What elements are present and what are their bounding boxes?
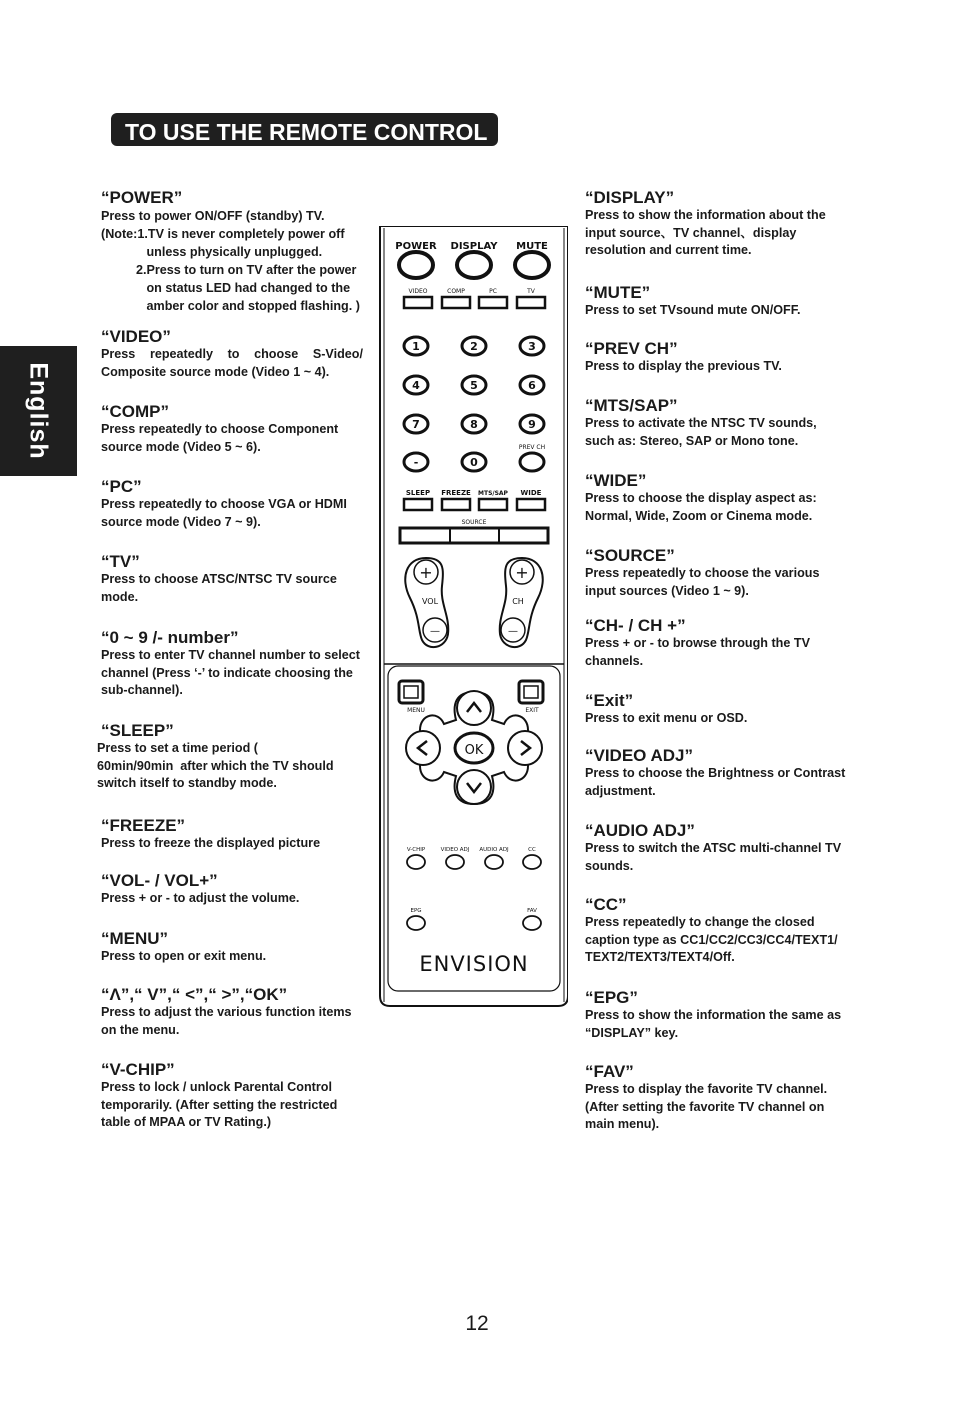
audio-adj-button[interactable] <box>485 855 503 869</box>
section-heading: “AUDIO ADJ” <box>585 821 695 840</box>
digit-0-label: 0 <box>470 456 478 469</box>
section-text: Press to freeze the displayed picture <box>101 836 321 850</box>
dash-label: - <box>413 456 419 469</box>
section-heading: “VIDEO ADJ” <box>585 746 694 765</box>
power-label: POWER <box>395 241 437 252</box>
section-heading: “WIDE” <box>585 471 647 490</box>
section-video-adj <box>585 746 847 800</box>
section-heading: “COMP” <box>101 402 169 421</box>
language-tab-label: English <box>24 362 53 460</box>
channel-plus[interactable]: + <box>515 563 529 582</box>
display-button[interactable] <box>457 252 491 278</box>
section-heading: “SLEEP” <box>101 721 174 740</box>
video-adj-label: VIDEO ADJ <box>440 847 470 853</box>
section-prev-ch <box>585 339 847 376</box>
wide-label: WIDE <box>520 489 542 497</box>
digit-2-label: 2 <box>470 340 478 353</box>
section-text: Press to adjust the various function items on the menu. <box>101 1005 352 1037</box>
mts-sap-label: MTS/SAP <box>478 490 508 497</box>
mts-sap-button[interactable] <box>479 499 507 510</box>
digit-6-label: 6 <box>528 379 536 392</box>
comp-button[interactable] <box>442 297 470 308</box>
section-number <box>101 628 363 700</box>
source-label: SOURCE <box>461 519 487 526</box>
section-volume <box>101 871 363 908</box>
section-epg <box>585 988 847 1042</box>
left-button[interactable] <box>406 731 440 765</box>
section-pc <box>101 477 363 531</box>
prev-ch-label: PREV CH <box>518 444 546 451</box>
down-button[interactable] <box>457 770 491 804</box>
section-heading: “Exit” <box>585 691 634 710</box>
section-heading: “MUTE” <box>585 283 651 302</box>
page-number: 12 <box>465 1312 489 1335</box>
menu-label: MENU <box>407 707 425 714</box>
section-heading: “FREEZE” <box>101 816 186 835</box>
power-button[interactable] <box>399 252 433 278</box>
section-power <box>101 188 363 315</box>
section-text: Press to display the favorite TV channel. (After setting the favorite TV channel on main menu). <box>585 1082 828 1131</box>
vol-label: VOL <box>421 597 439 606</box>
video-label: VIDEO <box>408 288 428 295</box>
language-tab <box>0 346 77 476</box>
section-heading: “VOL- / VOL+” <box>101 871 218 890</box>
section-text: Press to exit menu or OSD. <box>585 711 748 725</box>
section-text: Press to activate the NTSC TV sounds, such as: Stereo, SAP or Mono tone. <box>585 416 817 448</box>
epg-button[interactable] <box>407 916 425 930</box>
volume-minus[interactable]: — <box>430 626 440 637</box>
comp-label: COMP <box>447 288 465 295</box>
section-cc <box>585 895 847 967</box>
freeze-label: FREEZE <box>441 489 471 497</box>
section-text: Press to set a time period ( 60min/90min after which the TV should switch itself to standby mode. <box>97 741 334 790</box>
pc-label: PC <box>489 288 497 295</box>
sleep-button[interactable] <box>404 499 432 510</box>
section-text: Press to open or exit menu. <box>101 949 267 963</box>
v-chip-label: V-CHIP <box>406 847 426 853</box>
section-heading: “TV” <box>101 552 140 571</box>
digit-7-label: 7 <box>412 418 420 431</box>
source-button[interactable] <box>400 528 548 543</box>
digit-4-label: 4 <box>412 379 420 392</box>
section-text: Press repeatedly to choose S-Video/ Composite source mode (Video 1 ~ 4). <box>101 347 363 379</box>
section-video <box>101 327 363 381</box>
section-heading: “V-CHIP” <box>101 1060 175 1079</box>
section-text: Press repeatedly to choose VGA or HDMI source mode (Video 7 ~ 9). <box>101 497 347 529</box>
section-text: Press to choose the display aspect as: Normal, Wide, Zoom or Cinema mode. <box>585 491 817 523</box>
section-mute <box>585 283 847 320</box>
section-heading: “POWER” <box>101 188 183 207</box>
section-text: Press repeatedly to choose Component source mode (Video 5 ~ 6). <box>101 422 339 454</box>
sleep-label: SLEEP <box>405 489 431 497</box>
audio-adj-label: AUDIO ADJ <box>479 847 509 853</box>
right-button[interactable] <box>508 731 542 765</box>
section-display <box>585 188 847 260</box>
section-mts-sap <box>585 396 847 450</box>
section-heading: “MENU” <box>101 929 169 948</box>
section-text: Press repeatedly to change the closed caption type as CC1/CC2/CC3/CC4/TEXT1/ TEXT2/TEXT3/TEXT4/Off. <box>585 915 838 964</box>
section-wide <box>585 471 847 525</box>
section-tv <box>101 552 363 606</box>
section-text: Press to show the information about the input source、TV channel、display resolution and current time. <box>585 208 826 257</box>
section-source <box>585 546 847 600</box>
section-heading: “CC” <box>585 895 627 914</box>
page-title: TO USE THE REMOTE CONTROL <box>111 113 498 146</box>
epg-label: EPG <box>410 908 422 914</box>
section-text: Press to choose the Brightness or Contrast adjustment. <box>585 766 846 798</box>
section-text: Press to display the previous TV. <box>585 359 782 373</box>
section-exit <box>585 691 847 728</box>
tv-label: TV <box>527 288 535 295</box>
section-heading: “EPG” <box>585 988 638 1007</box>
section-text: Press + or - to browse through the TV channels. <box>585 636 810 668</box>
section-heading: “PREV CH” <box>585 339 678 358</box>
section-heading: “FAV” <box>585 1062 634 1081</box>
section-text: Press to set TVsound mute ON/OFF. <box>585 303 801 317</box>
pc-button[interactable] <box>479 297 507 308</box>
display-label: DISPLAY <box>450 241 498 252</box>
channel-minus[interactable]: — <box>508 626 518 637</box>
section-channel <box>585 616 847 670</box>
mute-label: MUTE <box>516 241 548 252</box>
digit-1-label: 1 <box>412 340 420 353</box>
section-heading: “PC” <box>101 477 142 496</box>
wide-button[interactable] <box>517 499 545 510</box>
cc-button[interactable] <box>523 855 541 869</box>
section-heading: “0 ~ 9 /- number” <box>101 628 239 647</box>
section-heading: “DISPLAY” <box>585 188 675 207</box>
section-text: Press + or - to adjust the volume. <box>101 891 300 905</box>
section-text: Press to power ON/OFF (standby) TV. (Note:1.TV is never completely power off unless physically unplugged. 2.Press to turn on TV after the power on status LED had changed to the amber color and stopped flashing. ) <box>101 209 360 313</box>
video-button[interactable] <box>404 297 432 308</box>
section-heading: “SOURCE” <box>585 546 675 565</box>
freeze-button[interactable] <box>442 499 470 510</box>
section-sleep <box>97 721 367 793</box>
section-text: Press repeatedly to choose the various input sources (Video 1 ~ 9). <box>585 566 820 598</box>
v-chip-button[interactable] <box>407 855 425 869</box>
fav-button[interactable] <box>523 916 541 930</box>
mute-button[interactable] <box>515 252 549 278</box>
prev-ch-button[interactable] <box>520 453 544 471</box>
video-adj-button[interactable] <box>446 855 464 869</box>
section-text: Press to enter TV channel number to select channel (Press ‘-’ to indicate choosing the sub-channel). <box>101 648 360 697</box>
section-heading: “CH- / CH +” <box>585 616 686 635</box>
digit-8-label: 8 <box>470 418 478 431</box>
section-navigation <box>101 985 363 1039</box>
exit-label: EXIT <box>525 707 539 714</box>
section-heading: “Λ”,“ V”,“ <”,“ >”,“OK” <box>101 985 288 1004</box>
up-button[interactable] <box>457 691 491 725</box>
tv-button[interactable] <box>517 297 545 308</box>
section-freeze <box>101 816 363 853</box>
section-menu <box>101 929 363 966</box>
digit-3-label: 3 <box>528 340 536 353</box>
digit-9-label: 9 <box>528 418 536 431</box>
ok-label: OK <box>464 743 484 758</box>
remote-control-illustration <box>378 226 568 1008</box>
section-audio-adj <box>585 821 847 875</box>
section-comp <box>101 402 363 456</box>
cc-label: CC <box>528 847 536 853</box>
digit-5-label: 5 <box>470 379 478 392</box>
fav-label: FAV <box>527 908 537 914</box>
section-text: Press to switch the ATSC multi-channel TV sounds. <box>585 841 842 873</box>
section-heading: “VIDEO” <box>101 327 171 346</box>
volume-plus[interactable]: + <box>419 563 433 582</box>
section-text: Press to lock / unlock Parental Control temporarily. (After setting the restricted table of MPAA or TV Rating.) <box>101 1080 338 1129</box>
section-heading: “MTS/SAP” <box>585 396 678 415</box>
ch-label: CH <box>512 597 524 606</box>
section-fav <box>585 1062 847 1134</box>
section-text: Press to show the information the same as “DISPLAY” key. <box>585 1008 842 1040</box>
section-text: Press to choose ATSC/NTSC TV source mode. <box>101 572 337 604</box>
section-vchip <box>101 1060 363 1132</box>
brand-logo: ENVISION <box>419 952 529 976</box>
